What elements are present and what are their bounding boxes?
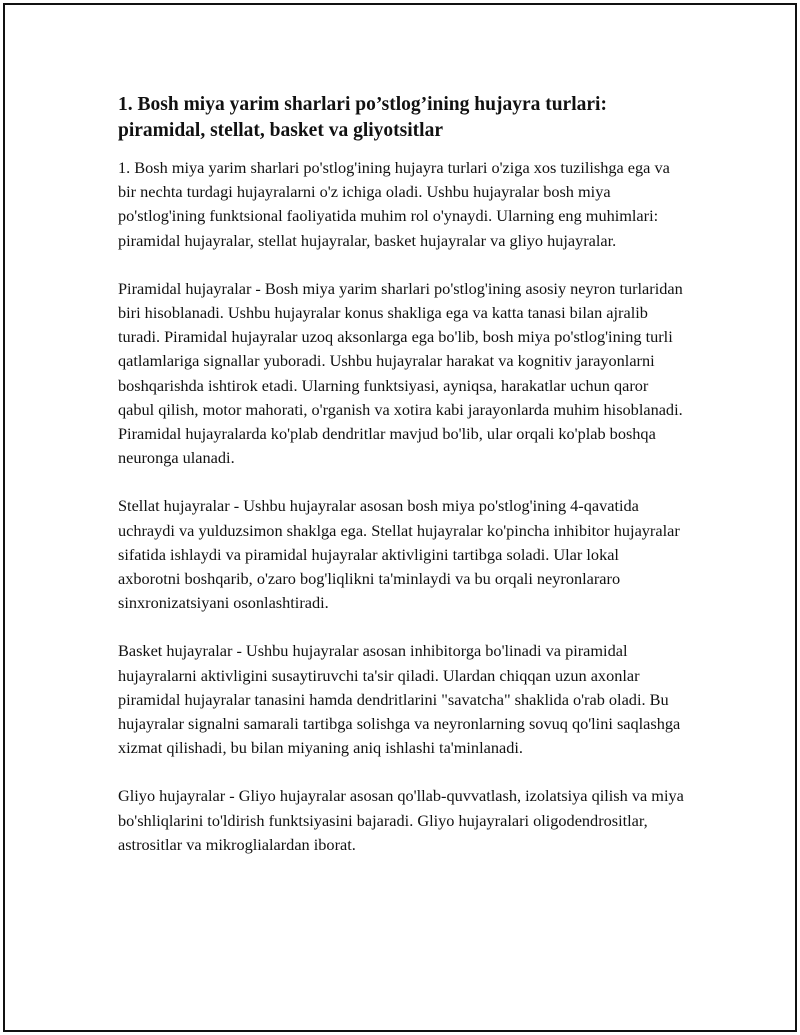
document-body bbox=[118, 92, 684, 881]
paragraph-pyramidal-cells: Piramidal hujayralar - Bosh miya yarim sharlari po'stlog'ining asosiy neyron turlaridan biri hisoblanadi. Ushbu hujayralar konus shakliga ega va katta tanasi bilan ajralib turadi. Piramidal hujayralar uzoq aksonlarga ega bo'lib, bosh miya po'stlog'ining turli qatlamlariga signallar yuboradi. Ushbu hujayralar harakat va kognitiv jarayonlarni boshqarishda ishtirok etadi. Ularning funktsiyasi, ayniqsa, harakatlar uchun qaror qabul qilish, motor mahorati, o'rganish va xotira kabi jarayonlarda muhim hisoblanadi. Piramidal hujayralarda ko'plab dendritlar mavjud bo'lib, ular orqali ko'plab boshqa neuronga ulanadi. bbox=[118, 278, 683, 468]
paragraph-intro: 1. Bosh miya yarim sharlari po'stlog'ining hujayra turlari o'ziga xos tuzilishga ega va bir nechta turdagi hujayralarni o'z ichiga oladi. Ushbu hujayralar bosh miya po'stlog'ining funktsional faoliyatida muhim rol o'ynaydi. Ularning eng muhimlari: piramidal hujayralar, stellat hujayralar, basket hujayralar va gliyo hujayralar. bbox=[118, 158, 670, 250]
paragraph-basket-cells: Basket hujayralar - Ushbu hujayralar asosan inhibitorga bo'linadi va piramidal hujayralarni aktivligini susaytiruvchi ta'sir qiladi. Ulardan chiqqan uzun axonlar piramidal hujayralar tanasini hamda dendritlarini "savatcha" shaklida o'rab oladi. Bu hujayralar signalni samarali tartibga solishga va neyronlarning sovuq qo'lini saqlashga xizmat qilishadi, bu bilan miyaning aniq ishlashi ta'minlanadi. bbox=[118, 641, 681, 758]
paragraph-stellate-cells: Stellat hujayralar - Ushbu hujayralar asosan bosh miya po'stlog'ining 4-qavatida uchraydi va yulduzsimon shaklga ega. Stellat hujayralar ko'pincha inhibitor hujayralar sifatida ishlaydi va piramidal hujayralar aktivligini tartibga soladi. Ular lokal axborotni boshqarib, o'zaro bog'liqlikni ta'minlaydi va bu orqali neyronlararo sinxronizatsiyani osonlashtiradi. bbox=[118, 496, 680, 613]
document-title: 1. Bosh miya yarim sharlari po’stlog’ining hujayra turlari: piramidal, stellat, basket va gliyotsitlar bbox=[118, 94, 607, 141]
paragraph-glial-cells: Gliyo hujayralar - Gliyo hujayralar asosan qo'llab-quvvatlash, izolatsiya qilish va miya bo'shliqlarini to'ldirish funktsiyasini bajaradi. Gliyo hujayralari oligodendrositlar, astrositlar va mikroglialardan iborat. bbox=[118, 786, 684, 854]
